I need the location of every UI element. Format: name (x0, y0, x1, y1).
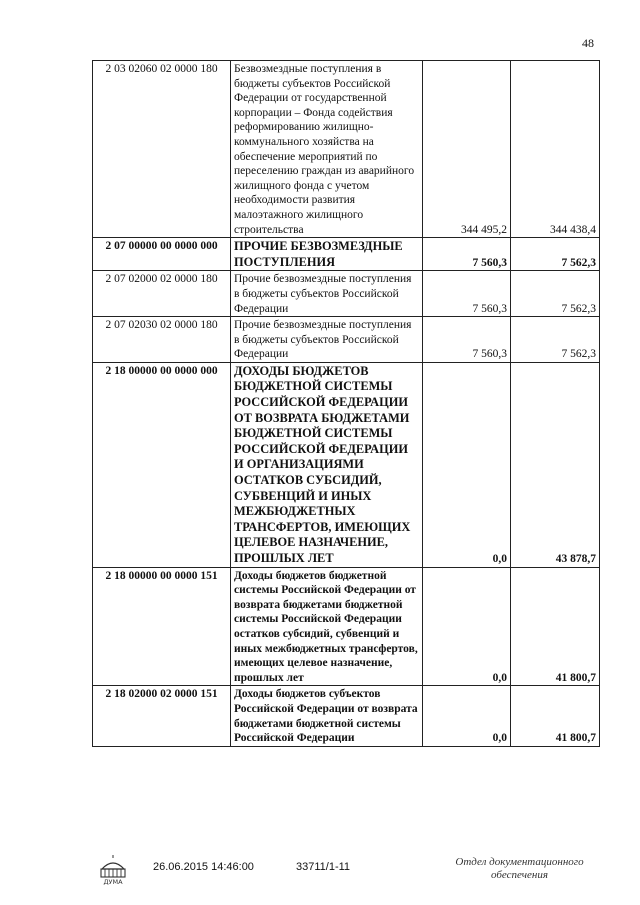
value-2-cell: 7 562,3 (511, 238, 600, 271)
table-row (93, 686, 600, 746)
budget-code-cell: 2 03 02060 02 0000 180 (93, 61, 231, 238)
revenue-name-cell: Безвозмездные поступления в бюджеты субъектов Российской Федерации от государственной корпорации – Фонда содействия реформированию жилищно-коммунального хозяйства на обеспечение мероприятий по переселению граждан из аварийного жилищного фонда с учетом необходимости развития малоэтажного жилищного строительства (231, 61, 423, 238)
budget-code-cell: 2 18 00000 00 0000 000 (93, 362, 231, 567)
logo-text: ДУМА (103, 878, 123, 885)
value-2-cell: 344 438,4 (511, 61, 600, 238)
duma-logo (96, 855, 130, 885)
value-1-cell: 0,0 (423, 567, 511, 686)
budget-code-cell: 2 18 02000 02 0000 151 (93, 686, 231, 746)
value-2-cell: 43 878,7 (511, 362, 600, 567)
footer-document-number: 33711/1-11 (296, 861, 351, 873)
revenue-name-cell: Доходы бюджетов бюджетной системы Российской Федерации от возврата бюджетами бюджетной системы Российской Федерации остатков субсидий, субвенций и иных межбюджетных трансфертов, имеющих целевое назначение, прошлых лет (231, 567, 423, 686)
revenue-name-cell: ПРОЧИЕ БЕЗВОЗМЕЗДНЫЕ ПОСТУПЛЕНИЯ (231, 238, 423, 271)
budget-revenue-table (92, 60, 600, 747)
value-2-cell: 7 562,3 (511, 271, 600, 317)
budget-code-cell: 2 07 02000 02 0000 180 (93, 271, 231, 317)
page-number: 48 (582, 36, 594, 50)
value-1-cell: 344 495,2 (423, 61, 511, 238)
table-row (93, 238, 600, 271)
stamp-line-1: Отдел документационного (455, 856, 584, 868)
table-row (93, 567, 600, 686)
value-1-cell: 7 560,3 (423, 271, 511, 317)
table-row (93, 362, 600, 567)
revenue-name-cell: Прочие безвозмездные поступления в бюджеты субъектов Российской Федерации (231, 271, 423, 317)
table-body (93, 61, 600, 747)
value-1-cell: 0,0 (423, 362, 511, 567)
table-row (93, 61, 600, 238)
value-2-cell: 41 800,7 (511, 567, 600, 686)
revenue-name-cell: Прочие безвозмездные поступления в бюджеты субъектов Российской Федерации (231, 317, 423, 363)
duma-emblem-icon (96, 855, 130, 885)
budget-code-cell: 2 18 00000 00 0000 151 (93, 567, 231, 686)
department-stamp (452, 856, 587, 882)
budget-code-cell: 2 07 00000 00 0000 000 (93, 238, 231, 271)
value-1-cell: 7 560,3 (423, 238, 511, 271)
footer-timestamp: 26.06.2015 14:46:00 (153, 861, 254, 873)
value-1-cell: 7 560,3 (423, 317, 511, 363)
value-2-cell: 41 800,7 (511, 686, 600, 746)
value-1-cell: 0,0 (423, 686, 511, 746)
table-row (93, 317, 600, 363)
revenue-name-cell: Доходы бюджетов субъектов Российской Федерации от возврата бюджетами бюджетной системы Российской Федерации (231, 686, 423, 746)
value-2-cell: 7 562,3 (511, 317, 600, 363)
revenue-name-cell: ДОХОДЫ БЮДЖЕТОВ БЮДЖЕТНОЙ СИСТЕМЫ РОССИЙСКОЙ ФЕДЕРАЦИИ ОТ ВОЗВРАТА БЮДЖЕТАМИ БЮДЖЕТНОЙ СИСТЕМЫ РОССИЙСКОЙ ФЕДЕРАЦИИ И ОРГАНИЗАЦИЯМИ ОСТАТКОВ СУБСИДИЙ, СУБВЕНЦИЙ И ИНЫХ МЕЖБЮДЖЕТНЫХ ТРАНСФЕРТОВ, ИМЕЮЩИХ ЦЕЛЕВОЕ НАЗНАЧЕНИЕ, ПРОШЛЫХ ЛЕТ (231, 362, 423, 567)
stamp-line-2: обеспечения (491, 869, 548, 881)
table-row (93, 271, 600, 317)
budget-code-cell: 2 07 02030 02 0000 180 (93, 317, 231, 363)
